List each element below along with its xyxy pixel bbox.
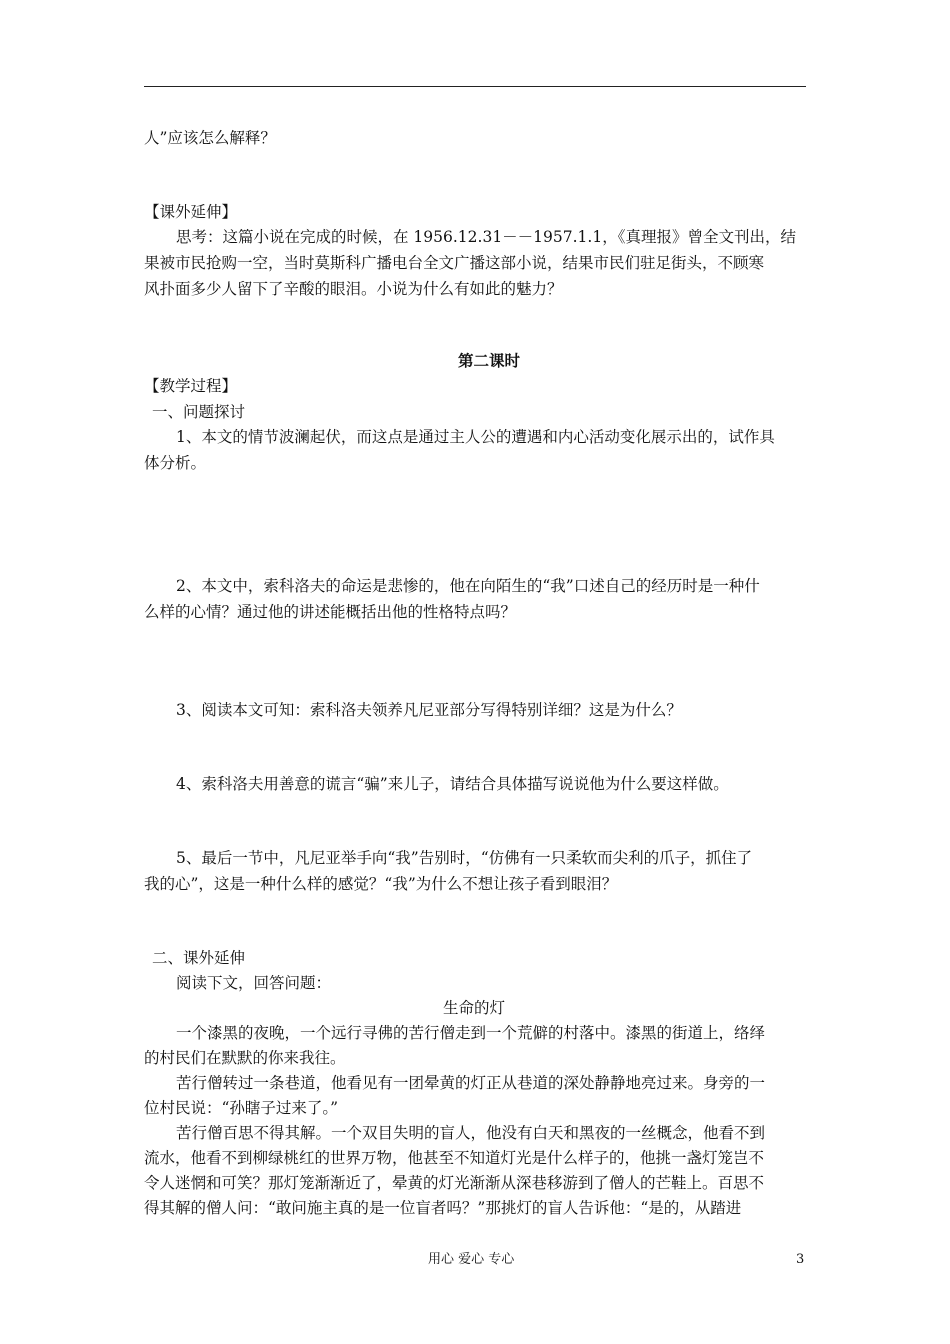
passage-title: 生命的灯 [443,999,506,1017]
passage-line: 流水，他看不到柳绿桃红的世界万物，他甚至不知道灯光是什么样子的，他挑一盏灯笼岂不 [144,1149,765,1167]
text-line: 思考：这篇小说在完成的时候，在 1956.12.31－－1957.1.1，《真理报》曾全文刊出，结 [176,228,796,246]
section-heading: 二、课外延伸 [152,949,246,967]
lesson-title: 第二课时 [458,351,521,370]
passage-line: 苦行僧转过一条巷道，他看见有一团晕黄的灯正从巷道的深处静静地亮过来。身旁的一 [176,1074,766,1092]
question-line: 5、最后一节中，凡尼亚举手向“我”告别时，“仿佛有一只柔软而尖利的爪子，抓住了 [176,849,753,867]
question-line: 1、本文的情节波澜起伏，而这点是通过主人公的遭遇和内心活动变化展示出的，试作具 [176,428,775,446]
section-heading: 一、问题探讨 [152,403,246,421]
question-line: 4、索科洛夫用善意的谎言“骗”来儿子，请结合具体描写说说他为什么要这样做。 [176,775,729,793]
page-number: 3 [796,1252,805,1267]
question-line: 2、本文中，索科洛夫的命运是悲惨的，他在向陌生的“我”口述自己的经历时是一种什 [176,577,760,595]
section-heading: 【课外延伸】 [144,203,238,221]
passage-line: 一个漆黑的夜晚，一个远行寻佛的苦行僧走到一个荒僻的村落中。漆黑的街道上，络绎 [176,1024,766,1042]
text-line: 果被市民抢购一空，当时莫斯科广播电台全文广播这部小说，结果市民们驻足街头，不顾寒 [144,254,765,272]
question-line: 我的心”，这是一种什么样的感觉？“我”为什么不想让孩子看到眼泪？ [144,875,618,893]
question-line: 体分析。 [144,454,207,472]
passage-line: 得其解的僧人问：“敢问施主真的是一位盲者吗？”那挑灯的盲人告诉他：“是的，从踏进 [144,1199,742,1217]
text-line: 人”应该怎么解释？ [144,129,276,147]
header-rule [144,86,806,87]
footer-motto: 用心 爱心 专心 [428,1252,515,1267]
text-line: 风扑面多少人留下了辛酸的眼泪。小说为什么有如此的魅力？ [144,280,563,298]
passage-line: 令人迷惘和可笑？那灯笼渐渐近了，晕黄的灯光渐渐从深巷移游到了僧人的芒鞋上。百思不 [144,1174,765,1192]
passage-line: 的村民们在默默的你来我往。 [144,1049,346,1067]
text-line: 阅读下文，回答问题： [176,974,332,992]
passage-line: 位村民说：“孙瞎子过来了。” [144,1099,339,1117]
question-line: 么样的心情？通过他的讲述能概括出他的性格特点吗？ [144,603,517,621]
passage-line: 苦行僧百思不得其解。一个双目失明的盲人，他没有白天和黑夜的一丝概念，他看不到 [176,1124,766,1142]
section-heading: 【教学过程】 [144,377,238,395]
question-line: 3、阅读本文可知：索科洛夫领养凡尼亚部分写得特别详细？这是为什么？ [176,701,682,719]
